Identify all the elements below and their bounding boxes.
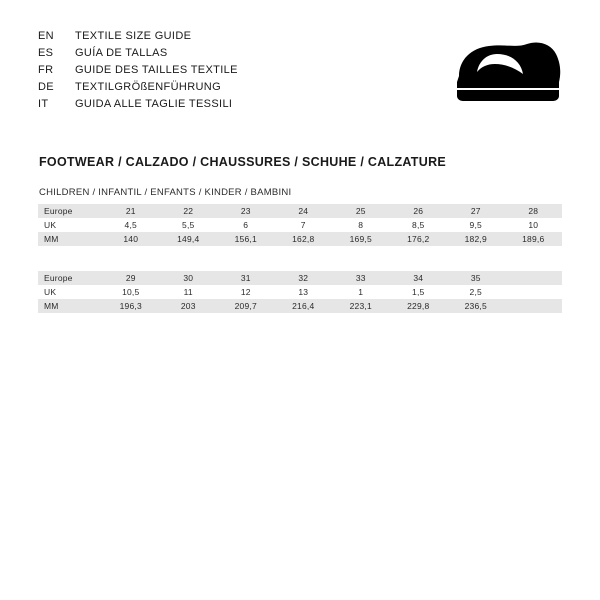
table-cell: 23 bbox=[217, 204, 275, 218]
language-label: GUÍA DE TALLAS bbox=[75, 47, 168, 59]
table-cell: 25 bbox=[332, 204, 390, 218]
table-cell: 10 bbox=[505, 218, 563, 232]
table-row bbox=[38, 218, 562, 232]
table-cell: 10,5 bbox=[102, 285, 160, 299]
row-header-label: MM bbox=[38, 232, 102, 246]
table-cell: 162,8 bbox=[275, 232, 333, 246]
table-cell: 12 bbox=[217, 285, 275, 299]
table-cell: 216,4 bbox=[275, 299, 333, 313]
shoe-icon bbox=[455, 40, 565, 102]
table-cell: 209,7 bbox=[217, 299, 275, 313]
table-cell: 22 bbox=[160, 204, 218, 218]
table-cell bbox=[505, 285, 563, 299]
table-cell: 26 bbox=[390, 204, 448, 218]
row-header-label: MM bbox=[38, 299, 102, 313]
table-cell: 35 bbox=[447, 271, 505, 285]
table-cell: 4,5 bbox=[102, 218, 160, 232]
table-cell: 31 bbox=[217, 271, 275, 285]
language-list bbox=[38, 30, 368, 115]
table-row bbox=[38, 232, 562, 246]
table-cell: 32 bbox=[275, 271, 333, 285]
table-row bbox=[38, 299, 562, 313]
table-cell: 6 bbox=[217, 218, 275, 232]
row-header-label: Europe bbox=[38, 204, 102, 218]
table-cell: 8 bbox=[332, 218, 390, 232]
language-row bbox=[38, 47, 368, 64]
table-cell: 1,5 bbox=[390, 285, 448, 299]
language-label: GUIDA ALLE TAGLIE TESSILI bbox=[75, 98, 233, 110]
row-header-label: UK bbox=[38, 218, 102, 232]
language-row bbox=[38, 30, 368, 47]
table-cell: 28 bbox=[505, 204, 563, 218]
table-cell: 176,2 bbox=[390, 232, 448, 246]
table-cell: 8,5 bbox=[390, 218, 448, 232]
table-cell: 24 bbox=[275, 204, 333, 218]
table-cell: 9,5 bbox=[447, 218, 505, 232]
table-cell: 196,3 bbox=[102, 299, 160, 313]
table-cell: 149,4 bbox=[160, 232, 218, 246]
size-table-second bbox=[38, 271, 562, 313]
sub-title: CHILDREN / INFANTIL / ENFANTS / KINDER / BAMBINI bbox=[39, 187, 292, 198]
table-cell bbox=[505, 299, 563, 313]
table-row bbox=[38, 285, 562, 299]
language-label: GUIDE DES TAILLES TEXTILE bbox=[75, 64, 238, 76]
row-header-label: Europe bbox=[38, 271, 102, 285]
language-row bbox=[38, 64, 368, 81]
table-cell: 169,5 bbox=[332, 232, 390, 246]
table-cell: 156,1 bbox=[217, 232, 275, 246]
language-row bbox=[38, 98, 368, 115]
table-cell: 140 bbox=[102, 232, 160, 246]
language-code: DE bbox=[38, 81, 54, 93]
language-label: TEXTILE SIZE GUIDE bbox=[75, 30, 192, 42]
table-row bbox=[38, 204, 562, 218]
table-cell: 182,9 bbox=[447, 232, 505, 246]
table-cell: 11 bbox=[160, 285, 218, 299]
table-cell: 229,8 bbox=[390, 299, 448, 313]
table-cell: 7 bbox=[275, 218, 333, 232]
table-cell: 236,5 bbox=[447, 299, 505, 313]
language-label: TEXTILGRÖßENFÜHRUNG bbox=[75, 81, 221, 93]
table-cell: 189,6 bbox=[505, 232, 563, 246]
table-cell: 5,5 bbox=[160, 218, 218, 232]
table-cell: 29 bbox=[102, 271, 160, 285]
section-title: FOOTWEAR / CALZADO / CHAUSSURES / SCHUHE / CALZATURE bbox=[39, 155, 447, 169]
table-cell: 223,1 bbox=[332, 299, 390, 313]
row-header-label: UK bbox=[38, 285, 102, 299]
table-row bbox=[38, 271, 562, 285]
table-cell bbox=[505, 271, 563, 285]
table-cell: 13 bbox=[275, 285, 333, 299]
table-cell: 33 bbox=[332, 271, 390, 285]
table-cell: 34 bbox=[390, 271, 448, 285]
size-table-first bbox=[38, 204, 562, 246]
table-cell: 2,5 bbox=[447, 285, 505, 299]
language-code: IT bbox=[38, 98, 49, 110]
table-cell: 27 bbox=[447, 204, 505, 218]
table-cell: 203 bbox=[160, 299, 218, 313]
table-cell: 1 bbox=[332, 285, 390, 299]
language-code: EN bbox=[38, 30, 54, 42]
language-row bbox=[38, 81, 368, 98]
language-code: FR bbox=[38, 64, 54, 76]
table-cell: 30 bbox=[160, 271, 218, 285]
language-code: ES bbox=[38, 47, 54, 59]
table-cell: 21 bbox=[102, 204, 160, 218]
